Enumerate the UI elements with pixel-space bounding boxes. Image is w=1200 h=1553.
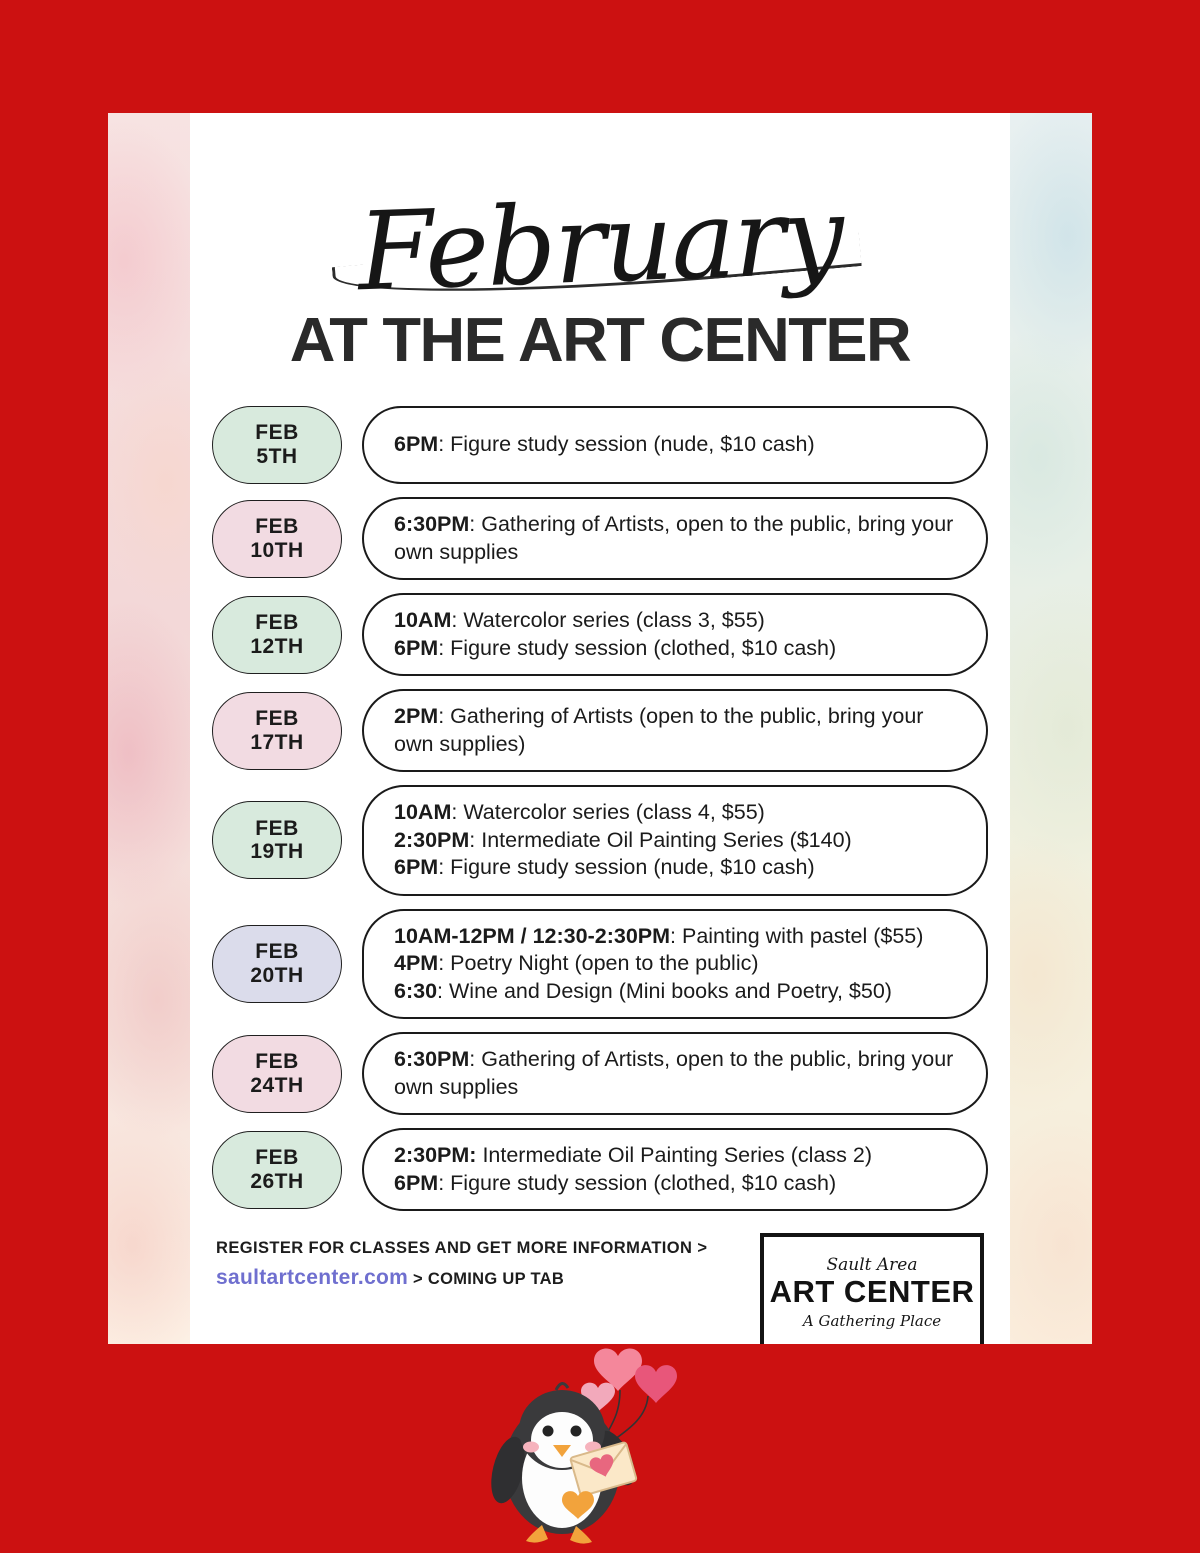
event-description: Gathering of Artists (open to the public, bring your own supplies)	[394, 704, 924, 756]
date-chip	[212, 1035, 342, 1113]
poster-sheet	[108, 113, 1092, 1344]
event-separator: :	[438, 951, 451, 976]
logo-small-text: Sault Area	[826, 1254, 918, 1275]
page-title: AT THE ART CENTER	[289, 306, 911, 375]
schedule-row	[212, 1032, 988, 1115]
date-month: FEB	[255, 1050, 299, 1074]
schedule-row	[212, 1128, 988, 1211]
event-line	[394, 635, 956, 663]
event-card	[362, 785, 988, 896]
event-time: 10AM	[394, 608, 452, 633]
schedule-row	[212, 689, 988, 772]
event-time: 6:30PM	[394, 1047, 470, 1072]
register-call-to-action: REGISTER FOR CLASSES AND GET MORE INFORMATION >	[216, 1239, 708, 1258]
event-line	[394, 923, 956, 951]
date-chip	[212, 500, 342, 578]
event-time: 4PM	[394, 951, 439, 976]
event-description: Poetry Night (open to the public)	[450, 951, 759, 976]
event-card	[362, 689, 988, 772]
event-line	[394, 431, 956, 459]
date-month: FEB	[255, 515, 299, 538]
event-separator: :	[437, 978, 449, 1003]
event-time: 6PM	[394, 432, 439, 457]
event-separator: :	[438, 855, 451, 880]
date-day: 26TH	[250, 1169, 304, 1193]
date-day: 24TH	[250, 1073, 304, 1097]
event-time: 2:30PM	[394, 827, 470, 852]
event-line	[394, 827, 956, 855]
event-description: Watercolor series (class 4, $55)	[463, 800, 765, 825]
event-separator: :	[438, 432, 451, 457]
event-line	[394, 1170, 956, 1198]
registration-info	[216, 1233, 707, 1290]
schedule-list	[190, 406, 1010, 1211]
event-card	[362, 497, 988, 580]
event-description: Gathering of Artists, open to the public, bring your own supplies	[394, 1047, 954, 1099]
event-description: Figure study session (nude, $10 cash)	[450, 855, 815, 880]
event-time: 6PM	[394, 1170, 439, 1195]
event-description: Gathering of Artists, open to the public, bring your own supplies	[394, 512, 954, 564]
date-month: FEB	[255, 1146, 299, 1170]
date-chip	[212, 1131, 342, 1209]
poster-header	[190, 113, 1010, 376]
poster-content	[190, 113, 1010, 1344]
event-separator: :	[438, 635, 451, 660]
date-month: FEB	[255, 421, 299, 445]
event-card	[362, 406, 988, 484]
event-line	[394, 854, 956, 882]
date-chip	[212, 801, 342, 879]
logo-main-text: ART CENTER	[769, 1273, 975, 1309]
event-separator: :	[469, 827, 482, 852]
event-card	[362, 1032, 988, 1115]
art-center-logo	[760, 1233, 984, 1344]
watercolor-edge-left	[108, 113, 190, 1344]
website-tab-hint: > COMING UP TAB	[413, 1270, 565, 1289]
event-line	[394, 703, 956, 758]
schedule-row	[212, 785, 988, 896]
event-time: 6PM	[394, 635, 439, 660]
event-description: Figure study session (clothed, $10 cash)	[450, 1170, 837, 1195]
event-separator: :	[438, 704, 451, 729]
event-card	[362, 593, 988, 676]
event-time: 2:30PM:	[394, 1143, 477, 1168]
date-day: 20TH	[250, 963, 304, 987]
date-chip	[212, 406, 342, 484]
event-line	[394, 950, 956, 978]
event-description: Wine and Design (Mini books and Poetry, $50)	[449, 978, 892, 1003]
watercolor-edge-right	[1010, 113, 1092, 1344]
event-description: Intermediate Oil Painting Series ($140)	[481, 827, 852, 852]
event-separator: :	[670, 923, 682, 948]
event-time: 2PM	[394, 704, 439, 729]
schedule-row	[212, 593, 988, 676]
event-card	[362, 909, 988, 1020]
date-chip	[212, 925, 342, 1003]
date-month: FEB	[255, 816, 299, 840]
event-line	[394, 1142, 956, 1170]
date-chip	[212, 596, 342, 674]
date-day: 5TH	[256, 445, 298, 468]
schedule-row	[212, 406, 988, 484]
event-line	[394, 607, 956, 635]
event-line	[394, 978, 956, 1006]
event-description: Watercolor series (class 3, $55)	[463, 608, 765, 633]
schedule-row	[212, 909, 988, 1020]
event-time: 6PM	[394, 855, 439, 880]
event-time: 6:30PM	[394, 512, 470, 536]
register-website-line	[216, 1266, 707, 1290]
script-month-title: February	[355, 173, 845, 316]
date-month: FEB	[255, 707, 299, 731]
event-separator: :	[451, 608, 464, 633]
event-time: 10AM	[394, 800, 452, 825]
event-separator: :	[469, 1047, 482, 1072]
date-month: FEB	[255, 940, 299, 964]
penguin-mascot-icon	[470, 1318, 720, 1553]
logo-tagline: A Gathering Place	[802, 1311, 942, 1330]
event-card	[362, 1128, 988, 1211]
event-time: 6:30	[394, 978, 438, 1003]
event-line	[394, 511, 956, 566]
event-description: Figure study session (nude, $10 cash)	[450, 432, 815, 457]
event-description: Painting with pastel ($55)	[681, 923, 924, 948]
date-day: 19TH	[250, 840, 304, 864]
event-separator: :	[438, 1170, 451, 1195]
event-description: Figure study session (clothed, $10 cash)	[450, 635, 837, 660]
event-line	[394, 799, 956, 827]
schedule-row	[212, 497, 988, 580]
event-separator: :	[451, 800, 464, 825]
date-chip	[212, 692, 342, 770]
date-day: 12TH	[250, 634, 304, 658]
event-line	[394, 1046, 956, 1101]
event-separator: :	[469, 512, 482, 536]
date-month: FEB	[255, 611, 299, 635]
date-day: 10TH	[250, 538, 304, 562]
event-time: 10AM-12PM / 12:30-2:30PM	[394, 923, 671, 948]
event-description: Intermediate Oil Painting Series (class 2)	[482, 1143, 872, 1168]
date-day: 17TH	[250, 730, 304, 754]
website-link[interactable]: saultartcenter.com	[216, 1266, 409, 1290]
